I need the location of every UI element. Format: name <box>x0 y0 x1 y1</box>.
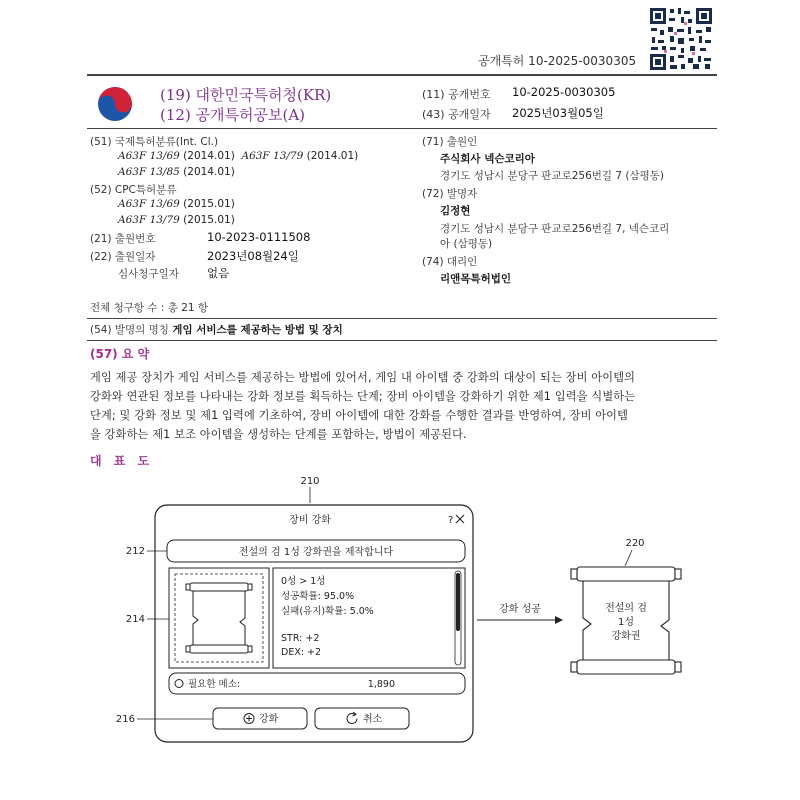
ipc-code: A63F 13/69 <box>118 150 180 162</box>
abstract <box>90 368 718 444</box>
pub-date-value: 2025년03월05일 <box>512 106 604 120</box>
ipc-label: (51) 국제특허분류(Int. Cl.) <box>90 136 219 148</box>
cancel-button-frame[interactable] <box>315 708 409 729</box>
title-top-rule <box>87 318 717 319</box>
scroll-text: 1성 <box>617 617 635 628</box>
material-value: 1,890 <box>367 679 395 690</box>
kipo-logo <box>95 84 135 124</box>
abstract-line: 게임 제공 장치가 게임 서비스를 제공하는 방법에 있어서, 게임 내 아이템 중 강화의 대상이 되는 장비 아이템의 <box>90 371 636 384</box>
exam-date-label: 심사청구일자 <box>118 268 179 280</box>
abstract-line: 강화와 연관된 정보를 나타내는 강화 정보를 획득하는 단계; 장비 아이템을 강화하기 위한 제1 입력을 식별하는 <box>90 390 636 403</box>
publication-number-top: 공개특허 10-2025-0030305 <box>478 54 637 68</box>
pub-number-value: 10-2025-0030305 <box>512 85 616 99</box>
claims-count: 전체 청구항 수 : 총 21 항 <box>90 302 209 314</box>
agent-label: (74) 대리인 <box>422 256 478 268</box>
stat-line: 성공확률: 95.0% <box>281 591 355 602</box>
ref-216: 216 <box>115 714 135 725</box>
ref-212: 212 <box>125 546 145 557</box>
scroll-text: 전설의 검 <box>605 603 647 614</box>
representative-figure <box>115 470 725 755</box>
scroll-icon <box>186 583 252 653</box>
arrow-head-icon <box>555 616 563 624</box>
inventor-address-2: 아 (삼평동) <box>440 238 493 250</box>
ref-214: 214 <box>125 614 145 625</box>
ref-220-leader <box>625 550 632 566</box>
abstract-line: 단계; 및 강화 정보 및 제1 입력에 기초하여, 장비 아이템에 대한 강화를 수행한 결과를 반영하여, 장비 아이템 <box>90 409 629 422</box>
coin-icon <box>175 680 183 688</box>
inventor-label: (72) 발명자 <box>422 188 478 200</box>
inventor-name: 김정현 <box>440 205 471 217</box>
applicant-label: (71) 출원인 <box>422 136 478 148</box>
publication-type: (12) 공개특허공보(A) <box>160 106 306 124</box>
stats-scrollbar-thumb[interactable] <box>456 573 460 631</box>
header-bottom-rule <box>87 128 717 129</box>
inventor-address-1: 경기도 성남시 분당구 판교로256번길 7, 넥슨코리 <box>440 223 670 235</box>
ipc-code: A63F 13/85 <box>118 166 180 178</box>
pub-number-label: (11) 공개번호 <box>422 88 491 101</box>
material-label: 필요한 메소: <box>188 679 241 690</box>
app-date-label: (22) 출원일자 <box>90 251 156 263</box>
scroll-text: 강화권 <box>611 631 641 642</box>
pub-date-label: (43) 공개일자 <box>422 108 491 121</box>
cpc-date: (2015.01) <box>183 214 235 226</box>
enhance-button-label: 강화 <box>259 714 279 725</box>
ref-210: 210 <box>300 476 320 487</box>
title-row <box>90 322 343 337</box>
cancel-button[interactable] <box>315 708 409 729</box>
cpc-date: (2015.01) <box>183 198 235 210</box>
header-top-rule <box>87 74 717 76</box>
invention-title: 게임 서비스를 제공하는 방법 및 장치 <box>172 324 343 336</box>
cpc-code: A63F 13/79 <box>118 214 180 226</box>
qr-code <box>648 6 714 72</box>
banner-text: 전설의 검 1성 강화권을 제작합니다 <box>238 547 394 558</box>
ipc-line-1 <box>118 150 358 162</box>
cpc-line-2 <box>118 214 235 226</box>
dialog-title: 장비 강화 <box>289 515 331 526</box>
stat-line: 0성 > 1성 <box>281 576 326 587</box>
app-number-value: 10-2023-0111508 <box>207 230 311 244</box>
cpc-label: (52) CPC특허분류 <box>90 184 177 196</box>
arrow-label: 강화 성공 <box>499 604 541 615</box>
stat-line: 실패(유지)확률: 5.0% <box>281 606 374 617</box>
ipc-date: (2014.01) <box>306 150 359 162</box>
app-number-label: (21) 출원번호 <box>90 233 156 245</box>
title-bottom-rule <box>87 340 717 341</box>
help-icon[interactable]: ? <box>448 515 454 526</box>
title-label: (54) 발명의 명칭 <box>90 324 169 336</box>
enhance-button[interactable] <box>213 708 307 729</box>
ipc-line-2 <box>118 166 235 178</box>
representative-drawing-label: 대 표 도 <box>90 454 154 468</box>
stat-line: DEX: +2 <box>281 647 322 658</box>
ref-220: 220 <box>625 538 645 549</box>
applicant-address: 경기도 성남시 분당구 판교로256번길 7 (삼평동) <box>440 170 665 182</box>
stat-line: STR: +2 <box>281 633 320 644</box>
abstract-line: 을 강화하는 제1 보조 아이템을 생성하는 단계를 포함하는, 방법이 제공된다. <box>90 428 467 441</box>
office-name: (19) 대한민국특허청(KR) <box>160 86 332 104</box>
cpc-code: A63F 13/69 <box>118 198 180 210</box>
exam-date-value: 없음 <box>207 266 230 280</box>
agent-name: 리앤목특허법인 <box>440 273 512 285</box>
cancel-button-label: 취소 <box>363 714 383 725</box>
applicant-name: 주식회사 넥슨코리아 <box>440 153 535 165</box>
ipc-code: A63F 13/79 <box>241 150 304 162</box>
cpc-line-1 <box>118 198 235 210</box>
app-date-value: 2023년08월24일 <box>207 249 299 263</box>
summary-heading: (57) 요 약 <box>90 347 150 361</box>
ipc-date: (2014.01) <box>183 166 235 178</box>
ipc-date: (2014.01) <box>183 150 235 162</box>
